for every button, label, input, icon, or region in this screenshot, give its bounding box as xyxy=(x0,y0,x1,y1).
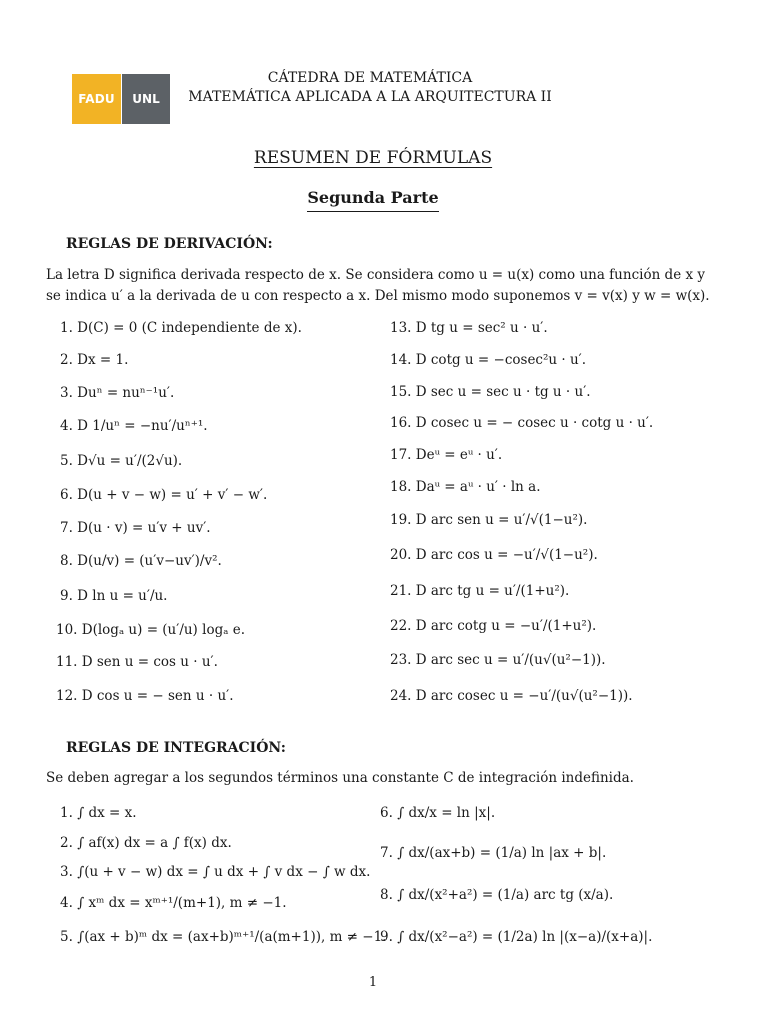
page-title: RESUMEN DE FÓRMULAS xyxy=(253,148,493,168)
logo-unl: UNL xyxy=(122,74,170,124)
derivation-rule: 14. D cotg u = −cosec²u · u′. xyxy=(390,352,587,368)
derivation-rule: 16. D cosec u = − cosec u · cotg u · u′. xyxy=(390,415,654,431)
integration-rule: 6. ∫ dx/x = ln |x|. xyxy=(380,805,496,821)
derivation-rule: 17. Deᵘ = eᵘ · u′. xyxy=(390,447,503,463)
integration-rule: 2. ∫ af(x) dx = a ∫ f(x) dx. xyxy=(60,835,232,851)
logo xyxy=(72,74,170,124)
derivation-rule: 5. D√u = u′/(2√u). xyxy=(60,453,183,469)
derivation-rule: 8. D(u/v) = (u′v−uv′)/v². xyxy=(60,553,222,569)
derivation-rule: 24. D arc cosec u = −u′/(u√(u²−1)). xyxy=(390,688,633,704)
integration-rule: 4. ∫ xᵐ dx = xᵐ⁺¹/(m+1), m ≠ −1. xyxy=(60,895,287,911)
derivation-rule: 18. Daᵘ = aᵘ · u′ · ln a. xyxy=(390,479,541,495)
derivation-rule: 2. Dx = 1. xyxy=(60,352,129,368)
derivation-rule: 23. D arc sec u = u′/(u√(u²−1)). xyxy=(390,652,606,668)
derivation-rule: 12. D cos u = − sen u · u′. xyxy=(56,688,234,704)
derivation-rule: 19. D arc sen u = u′/√(1−u²). xyxy=(390,512,588,528)
derivation-rule: 3. Duⁿ = nuⁿ⁻¹u′. xyxy=(60,385,175,401)
derivation-rule: 10. D(logₐ u) = (u′/u) logₐ e. xyxy=(56,622,245,638)
derivation-heading: REGLAS DE DERIVACIÓN: xyxy=(66,236,273,252)
page-subtitle: Segunda Parte xyxy=(0,188,746,207)
integration-intro: Se deben agregar a los segundos términos una constante C de integración indefinida. xyxy=(46,770,634,786)
derivation-rule: 1. D(C) = 0 (C independiente de x). xyxy=(60,320,302,336)
header-line-1: CÁTEDRA DE MATEMÁTICA xyxy=(267,70,473,86)
page-number: 1 xyxy=(368,975,378,990)
integration-rule: 9. ∫ dx/(x²−a²) = (1/2a) ln |(x−a)/(x+a)|. xyxy=(380,929,653,945)
derivation-intro: La letra D significa derivada respecto de x. Se considera como u = u(x) como una función de x y se indica u′ a la derivada de u con respecto a x. Del mismo modo suponemos v = v(x) y w = w(x). xyxy=(46,267,710,304)
derivation-rule: 20. D arc cos u = −u′/√(1−u²). xyxy=(390,547,598,563)
integration-rule: 8. ∫ dx/(x²+a²) = (1/a) arc tg (x/a). xyxy=(380,887,614,903)
derivation-rule: 4. D 1/uⁿ = −nu′/uⁿ⁺¹. xyxy=(60,418,208,434)
derivation-rule: 21. D arc tg u = u′/(1+u²). xyxy=(390,583,570,599)
integration-rule: 7. ∫ dx/(ax+b) = (1/a) ln |ax + b|. xyxy=(380,845,607,861)
header-line-2: MATEMÁTICA APLICADA A LA ARQUITECTURA II xyxy=(188,89,552,105)
derivation-rule: 7. D(u · v) = u′v + uv′. xyxy=(60,520,211,536)
derivation-rule: 6. D(u + v − w) = u′ + v′ − w′. xyxy=(60,487,268,503)
derivation-rule: 13. D tg u = sec² u · u′. xyxy=(390,320,548,336)
logo-fadu: FADU xyxy=(72,74,121,124)
derivation-rule: 9. D ln u = u′/u. xyxy=(60,588,168,604)
derivation-rule: 22. D arc cotg u = −u′/(1+u²). xyxy=(390,618,597,634)
derivation-rule: 11. D sen u = cos u · u′. xyxy=(56,654,218,670)
integration-rule: 1. ∫ dx = x. xyxy=(60,805,137,821)
integration-heading: REGLAS DE INTEGRACIÓN: xyxy=(66,740,286,756)
integration-rule: 5. ∫(ax + b)ᵐ dx = (ax+b)ᵐ⁺¹/(a(m+1)), m ≠ −1. xyxy=(60,929,387,945)
integration-rule: 3. ∫(u + v − w) dx = ∫ u dx + ∫ v dx − ∫ w dx. xyxy=(60,864,371,880)
derivation-rule: 15. D sec u = sec u · tg u · u′. xyxy=(390,384,591,400)
